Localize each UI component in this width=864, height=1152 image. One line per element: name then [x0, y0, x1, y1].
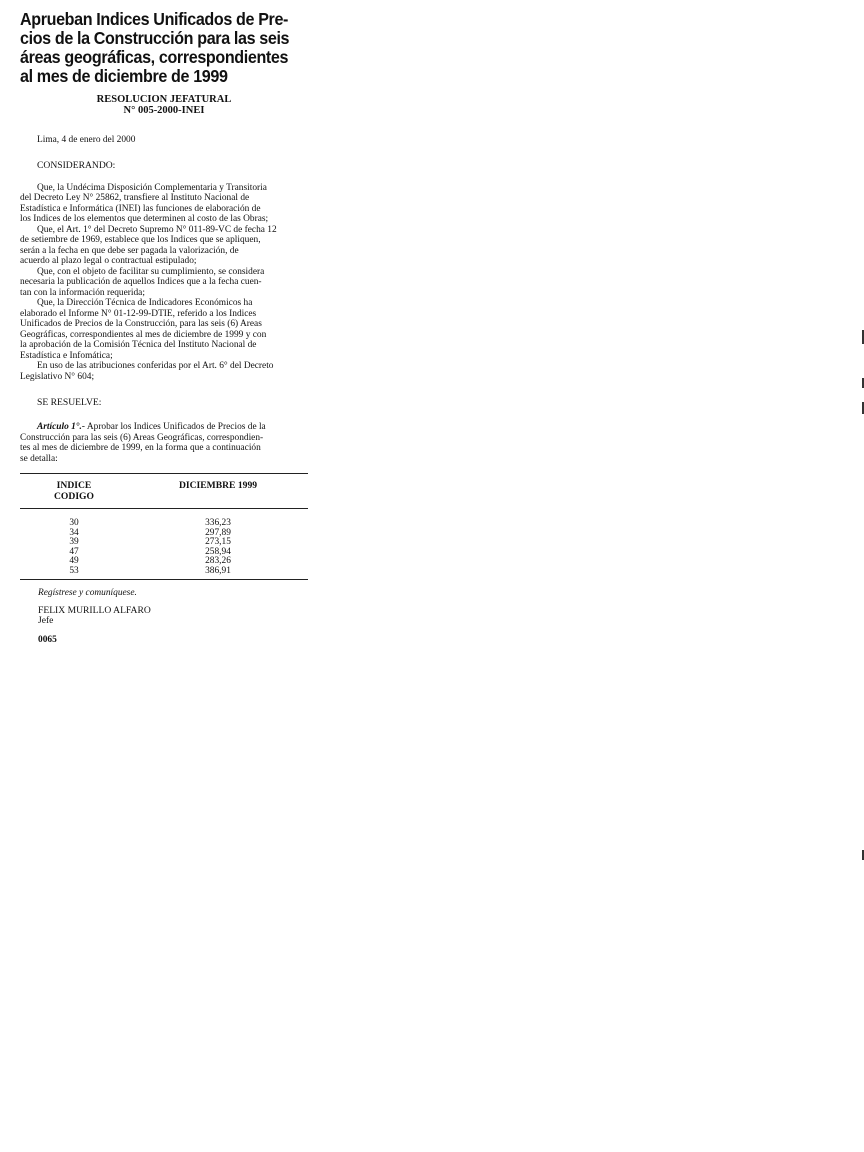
considerando-paragraph [20, 267, 308, 299]
table-row [20, 548, 308, 558]
text-line: tan con la información requerida; [20, 287, 145, 298]
document-number: 0065 [38, 634, 57, 645]
title-line: al mes de diciembre de 1999 [20, 66, 228, 86]
text-line: serán a la fecha en que debe ser pagada la valorización, de [20, 245, 239, 256]
text-line: se detalla: [20, 453, 58, 464]
table-row [20, 519, 308, 529]
text-line: Que, la Undécima Disposición Complementaria y Transitoria [37, 182, 267, 193]
text-line: tes al mes de diciembre de 1999, en la forma que a continuación [20, 443, 261, 453]
title-line: áreas geográficas, correspondientes [20, 47, 289, 67]
article-label: Artículo 1°.- [37, 422, 86, 432]
text-line: Legislativo N° 604; [20, 371, 95, 382]
signer-name: FELIX MURILLO ALFARO [38, 604, 151, 616]
column-header-code [20, 480, 128, 502]
index-code: 49 [69, 556, 79, 567]
index-code: 34 [69, 527, 79, 538]
considerando-body [20, 183, 308, 383]
text-line: Unificados de Precios de la Construcción, para las seis (6) Areas [20, 319, 262, 329]
text-line: necesaria la publicación de aquellos Indices que a la fecha cuen- [20, 277, 262, 287]
article-title [20, 10, 308, 86]
text-line: Que, la Dirección Técnica de Indicadores Económicos ha [37, 298, 253, 308]
resuelve-heading: SE RESUELVE: [37, 397, 102, 408]
table-row [20, 529, 308, 539]
article-first-line [20, 422, 308, 433]
index-value: 258,94 [205, 546, 231, 557]
text-line: Construcción para las seis (6) Areas Geográficas, correspondien- [20, 432, 264, 443]
considerando-paragraph [20, 225, 308, 267]
considerando-paragraph [20, 183, 308, 225]
text-line: Estadística e Informática (INEI) las funciones de elaboración de [20, 203, 261, 214]
article-one [20, 422, 308, 464]
resolution-article [20, 10, 308, 645]
title-line: Aprueban Indices Unificados de Pre- [20, 9, 289, 29]
index-value: 336,23 [205, 518, 231, 528]
considerando-paragraph [20, 361, 308, 382]
index-table [20, 473, 308, 580]
index-code: 47 [69, 546, 79, 557]
column-header-value: DICIEMBRE 1999 [178, 480, 258, 491]
text-line: de setiembre de 1969, establece que los Indices que se apliquen, [20, 235, 261, 245]
considerando-paragraph [20, 298, 308, 361]
index-value: 283,26 [205, 556, 231, 567]
text-line: Estadística e Infomática; [20, 350, 113, 361]
article-text: Aprobar los Indices Unificados de Precios de la [85, 422, 266, 432]
text-line: la aprobación de la Comisión Técnica del Instituto Nacional de [20, 340, 257, 350]
text-line: Que, el Art. 1° del Decreto Supremo N° 011-89-VC de fecha 12 [37, 224, 277, 235]
text-line: Geográficas, correspondientes al mes de diciembre de 1999 y con [20, 329, 267, 340]
index-value: 273,15 [205, 537, 231, 548]
text-line: elaborado el Informe N° 01-12-99-DTIE, referido a los Indices [20, 308, 257, 319]
header-text: CODIGO [54, 491, 94, 502]
header-text: INDICE [56, 480, 92, 491]
table-row [20, 567, 308, 577]
table-header [20, 474, 308, 509]
resolution-date: Lima, 4 de enero del 2000 [37, 135, 136, 145]
considerando-heading: CONSIDERANDO: [37, 159, 116, 171]
table-body [20, 509, 308, 579]
text-line: En uso de las atribuciones conferidas por el Art. 6° del Decreto [37, 361, 274, 371]
table-row [20, 538, 308, 548]
table-row [20, 557, 308, 567]
resolution-header [20, 94, 308, 116]
signer-role: Jefe [38, 615, 54, 627]
index-value: 386,91 [205, 565, 231, 576]
text-line: Que, con el objeto de facilitar su cumplimiento, se considera [37, 266, 265, 277]
index-code: 39 [69, 537, 79, 548]
text-line: los Indices de los elementos que determinen al costo de las Obras; [20, 214, 269, 224]
index-value: 297,89 [205, 527, 231, 538]
text-line: acuerdo al plazo legal o contractual estipulado; [20, 256, 197, 266]
index-code: 53 [69, 565, 79, 576]
index-code: 30 [69, 518, 79, 528]
resolution-number: N° 005-2000-INEI [123, 105, 205, 116]
resolution-type: RESOLUCION JEFATURAL [96, 94, 232, 105]
signature-block [20, 606, 308, 627]
title-line: cios de la Construcción para las seis [20, 28, 290, 48]
closing-formula: Regístrese y comuníquese. [38, 587, 137, 598]
text-line: del Decreto Ley N° 25862, transfiere al Instituto Nacional de [20, 193, 250, 203]
